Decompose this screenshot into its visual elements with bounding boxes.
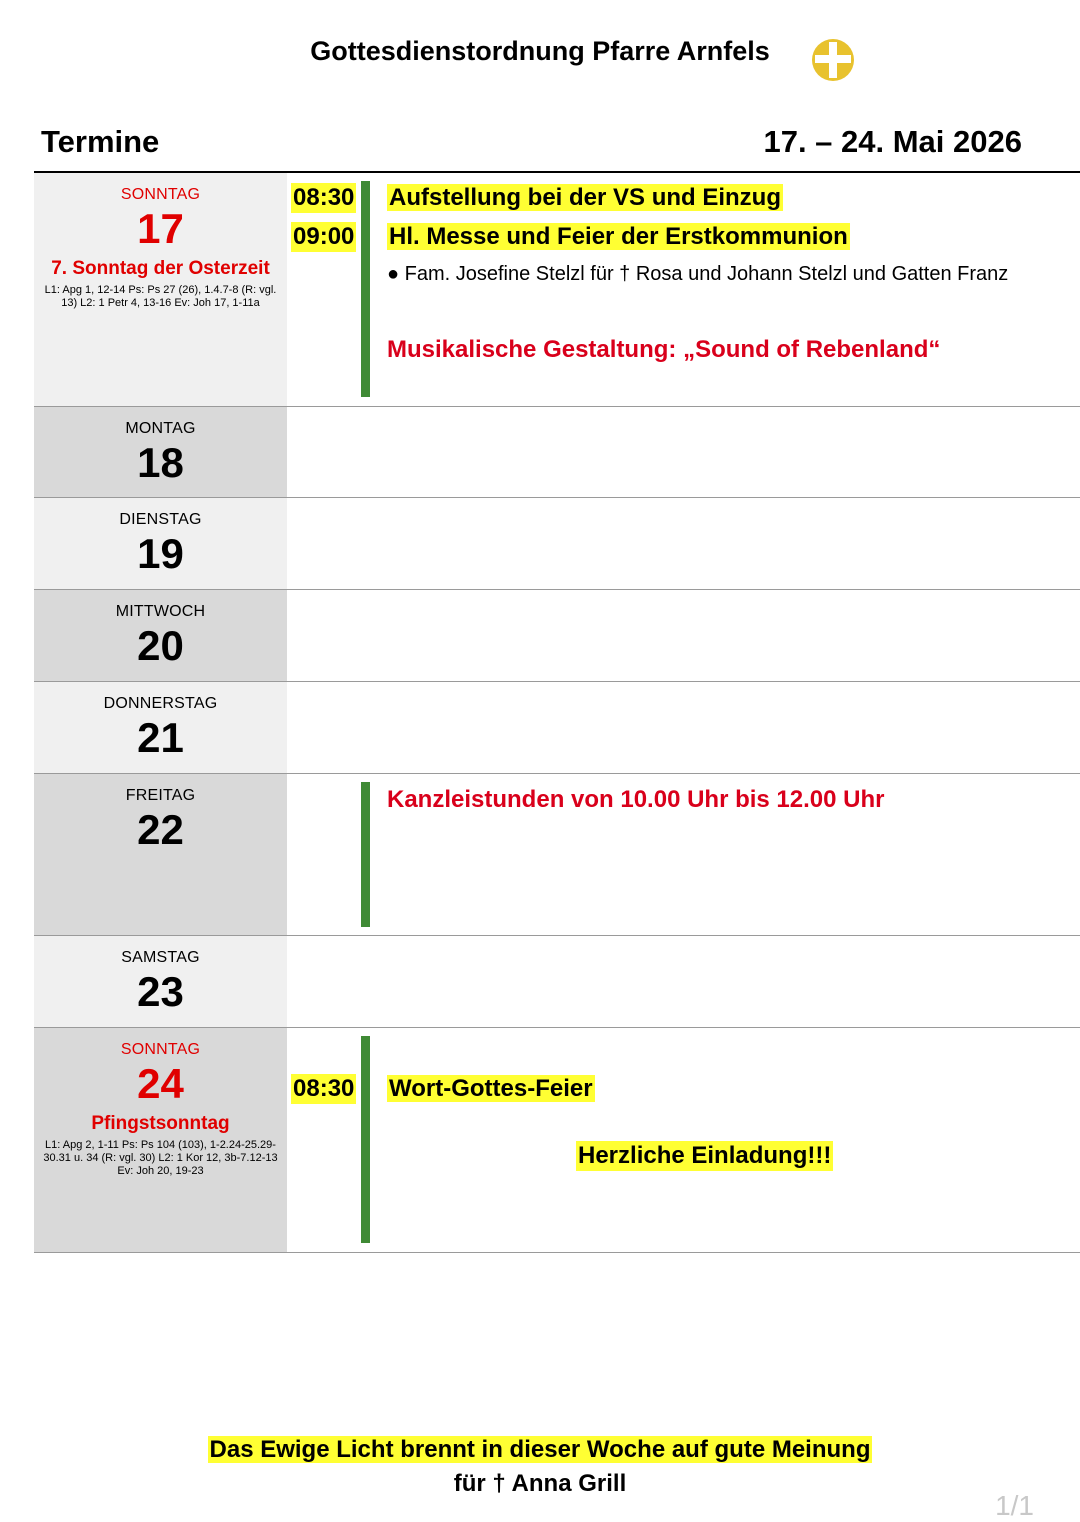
day-cell: [34, 407, 287, 497]
day-row-17: [34, 173, 1080, 407]
day-number: 19: [137, 530, 184, 577]
cross-logo-icon: [812, 39, 854, 81]
event-time: 08:30: [293, 184, 355, 211]
weekday-label: SAMSTAG: [121, 949, 200, 966]
day-row-24: [34, 1028, 1080, 1253]
section-label: Termine: [41, 124, 160, 159]
event-bar: [361, 1036, 370, 1243]
readings-text: L1: Apg 2, 1-11 Ps: Ps 104 (103), 1-2.24-25.29-30.31 u. 34 (R: vgl. 30) L2: 1 Kor 12, 3b-7.12-13 Ev: Joh 20, 19-23: [43, 1139, 278, 1177]
page-title: Gottesdienstordnung Pfarre Arnfels: [310, 36, 770, 66]
day-number: 20: [137, 622, 184, 669]
eternal-light-notice: [0, 1436, 1080, 1464]
day-number: 22: [137, 806, 184, 853]
eternal-light-dedication: für † Anna Grill: [453, 1470, 627, 1497]
day-row-23: [34, 936, 1080, 1028]
day-cell: [34, 936, 287, 1027]
event-title-text: Wort-Gottes-Feier: [389, 1075, 593, 1102]
eternal-light-text: Das Ewige Licht brennt in dieser Woche auf gute Meinung: [209, 1436, 871, 1463]
day-number: 17: [137, 205, 184, 252]
weekday-label: FREITAG: [125, 787, 196, 804]
event-title: [387, 1074, 595, 1104]
mass-intention: ● Fam. Josefine Stelzl für † Rosa und Johann Stelzl und Gatten Franz: [387, 263, 1009, 285]
weekday-label: SONNTAG: [120, 1041, 201, 1058]
event-time: 08:30: [293, 1075, 355, 1102]
event-title-text: Hl. Messe und Feier der Erstkommunion: [389, 223, 848, 250]
day-row-21: [34, 682, 1080, 774]
day-cell: [34, 590, 287, 681]
event-title-text: Aufstellung bei der VS und Einzug: [389, 184, 782, 211]
weekday-label: DIENSTAG: [119, 511, 202, 528]
office-hours: Kanzleistunden von 10.00 Uhr bis 12.00 Uhr: [387, 786, 885, 813]
day-row-22: [34, 774, 1080, 936]
weekday-label: MONTAG: [125, 420, 196, 437]
day-row-19: [34, 498, 1080, 590]
day-number: 24: [137, 1060, 184, 1107]
weekday-label: SONNTAG: [120, 186, 201, 203]
day-cell: [34, 1028, 287, 1252]
day-cell: [34, 173, 287, 406]
day-cell: [34, 682, 287, 773]
day-cell: [34, 774, 287, 935]
readings-text: L1: Apg 1, 12-14 Ps: Ps 27 (26), 1.4.7-8 (R: vgl. 13) L2: 1 Petr 4, 13-16 Ev: Joh 17, 1-11a: [44, 284, 277, 309]
weekday-label: DONNERSTAG: [103, 695, 218, 712]
event-bar: [361, 181, 370, 397]
day-cell: [34, 498, 287, 589]
day-number: 21: [137, 714, 184, 761]
weekday-label: MITTWOCH: [115, 603, 206, 620]
event-title: [387, 183, 783, 213]
music-note: Musikalische Gestaltung: „Sound of Rebenland“: [387, 336, 941, 363]
date-range: 17. – 24. Mai 2026: [763, 124, 1022, 159]
feast-name: 7. Sonntag der Osterzeit: [51, 258, 270, 279]
event-time: 09:00: [293, 223, 355, 250]
page-indicator: 1/1: [995, 1490, 1034, 1521]
day-row-20: [34, 590, 1080, 682]
invitation-text: Herzliche Einladung!!!: [578, 1142, 832, 1169]
event-bar: [361, 782, 370, 927]
feast-name: Pfingstsonntag: [91, 1113, 230, 1134]
day-number: 18: [137, 439, 184, 486]
day-row-18: [34, 407, 1080, 498]
day-number: 23: [137, 968, 184, 1015]
event-title: [387, 222, 850, 252]
